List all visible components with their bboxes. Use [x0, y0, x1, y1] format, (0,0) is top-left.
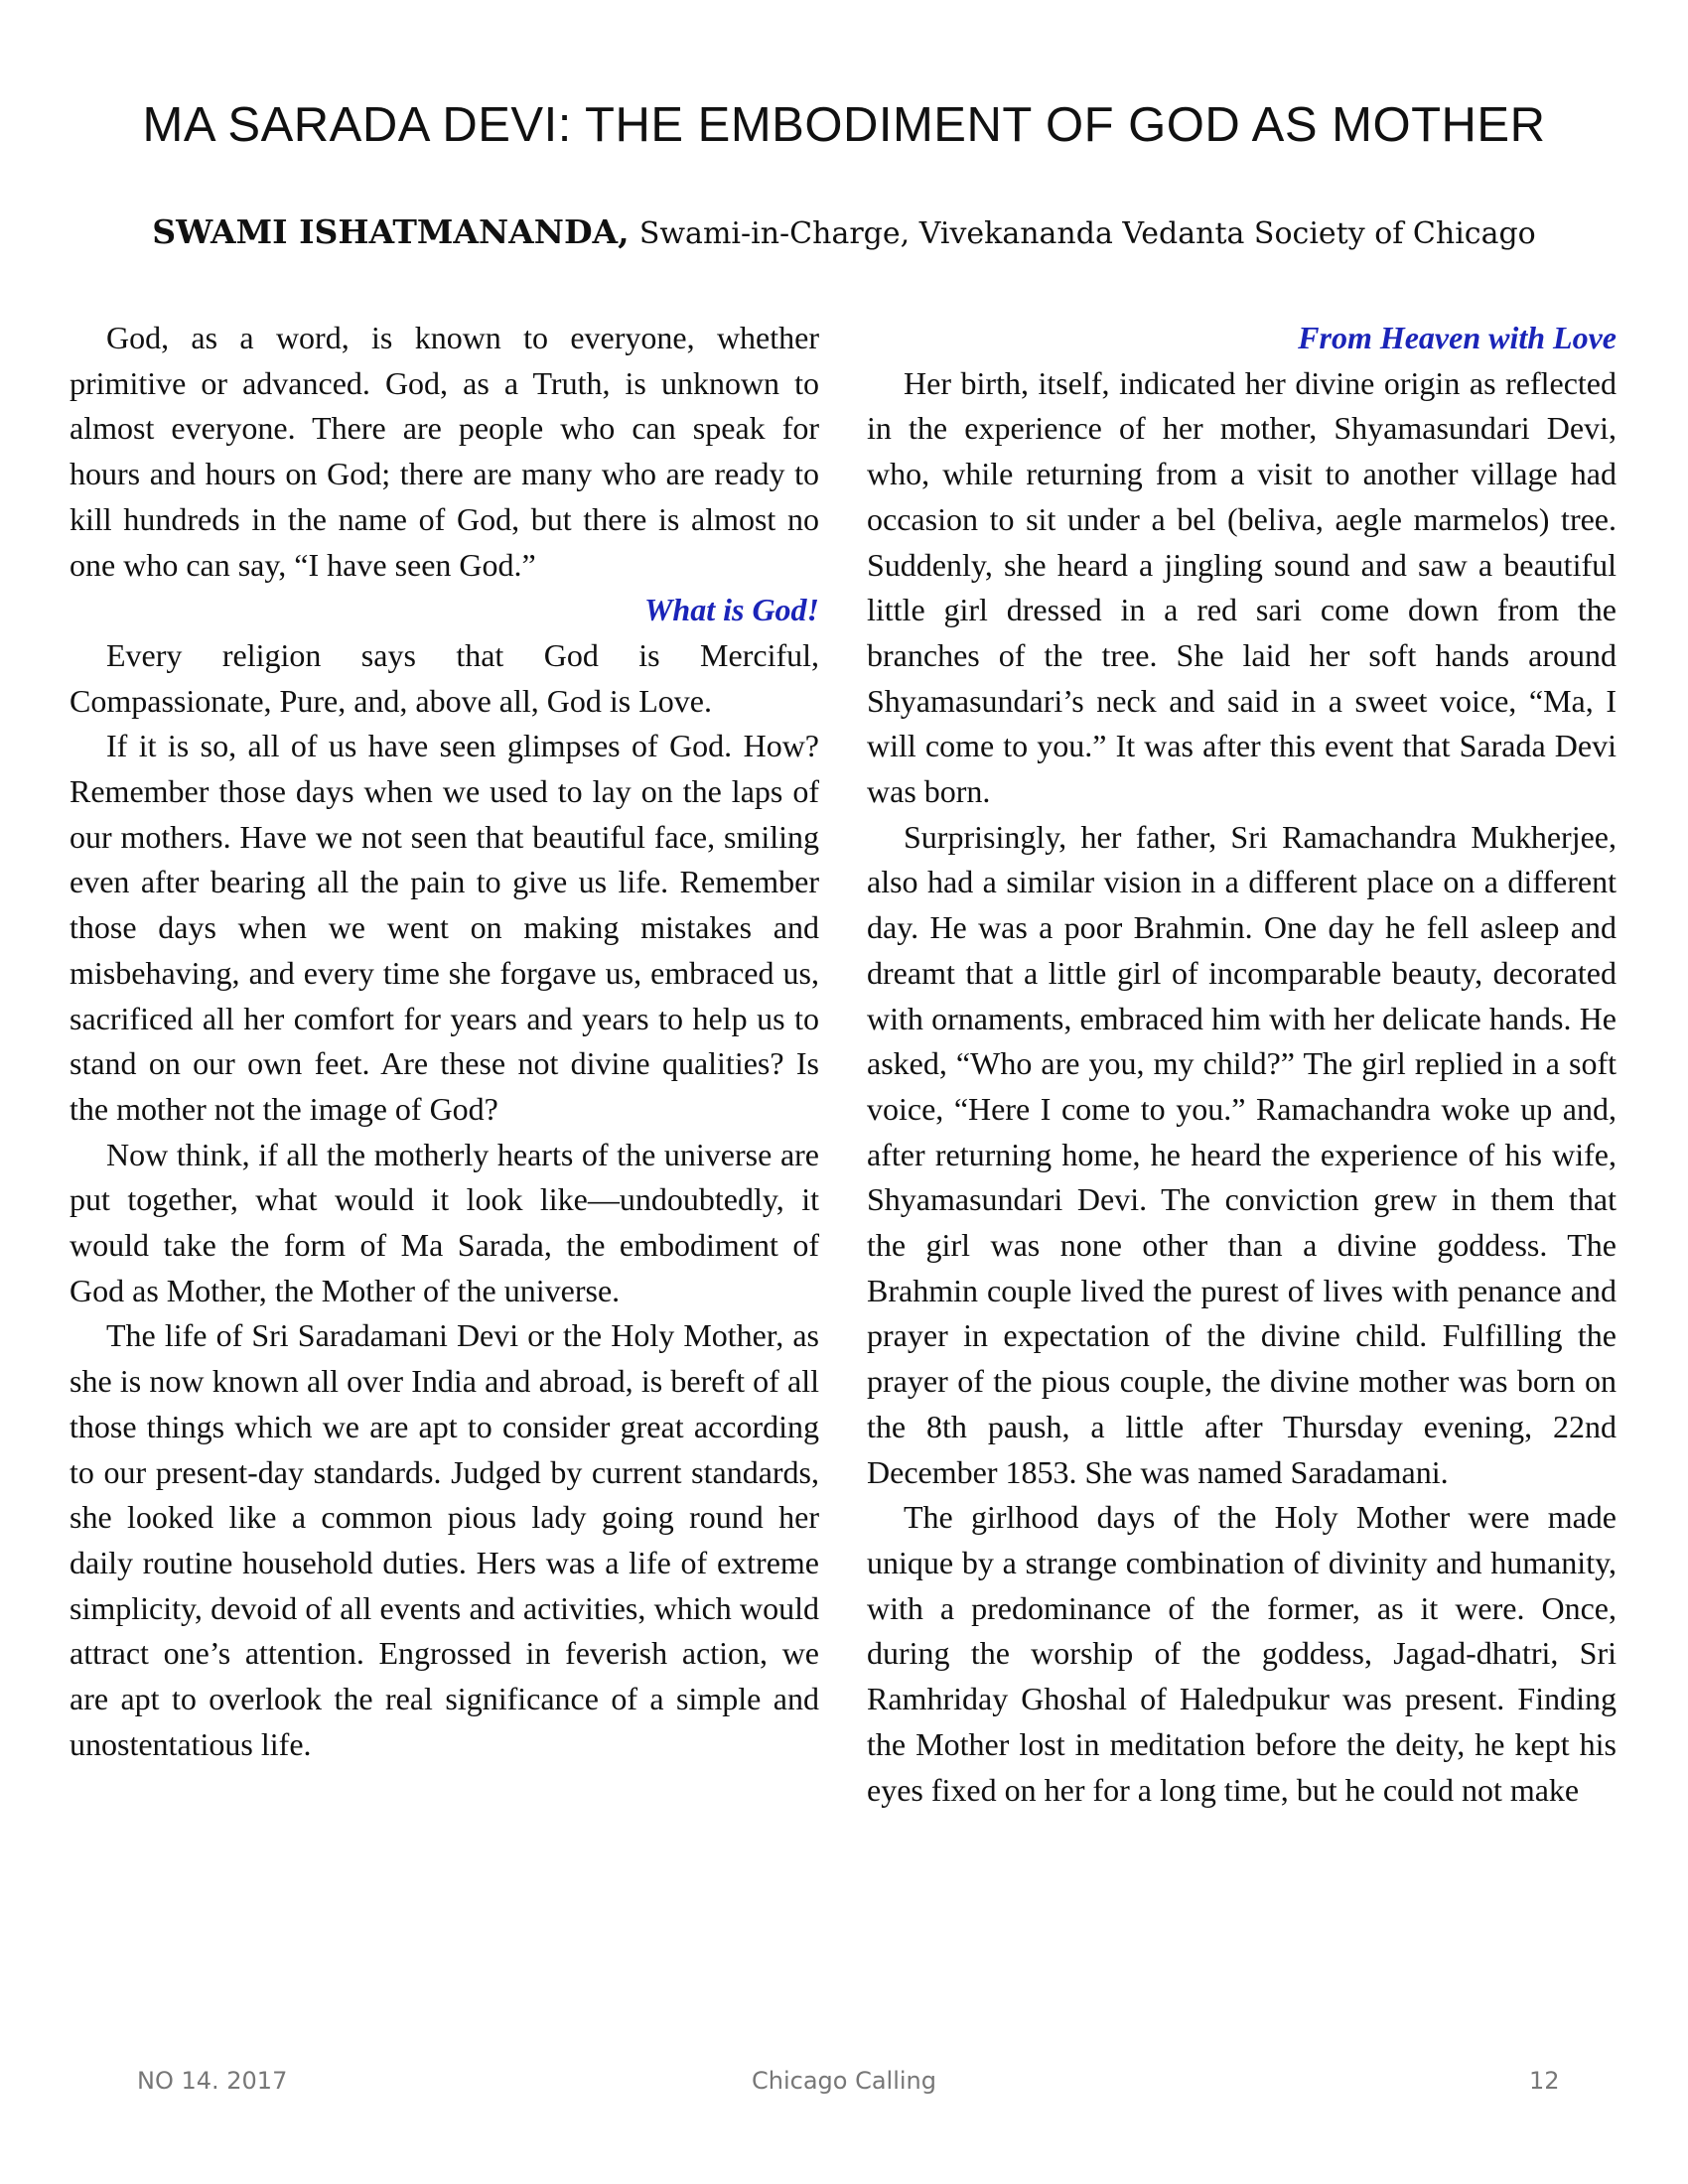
author-name: SWAMI ISHATMANANDA,: [152, 212, 630, 251]
publication-name: Chicago Calling: [752, 2067, 936, 2095]
byline: [60, 212, 1628, 251]
page-number: 12: [1529, 2067, 1560, 2095]
paragraph: God, as a word, is known to everyone, whether primitive or advanced. God, as a Truth, is unknown to almost everyone. There are people who can speak for hours and hours on God; there are many who are ready to kill hundreds in the name of God, but there is almost no one who can say, “I have seen God.”: [70, 320, 819, 583]
paragraph: The girlhood days of the Holy Mother were made unique by a strange combination of divinity and humanity, with a predominance of the former, as it were. Once, during the worship of the goddess, Jagad-dhatri, Sri Ramhriday Ghoshal of Haledpukur was present. Finding the Mother lost in meditation before the deity, he kept his eyes fixed on her for a long time, but he could not make: [867, 1499, 1617, 1808]
paragraph: If it is so, all of us have seen glimpses of God. How? Remember those days when we used to lay on the laps of our mothers. Have we not seen that beautiful face, smiling even after bearing all the pain to give us life. Remember those days when we went on making mistakes and misbehaving, and every time she forgave us, embraced us, sacrificed all her comfort for years and years to help us to stand on our own feet. Are these not divine qualities? Is the mother not the image of God?: [70, 728, 819, 1127]
article-title: MA SARADA DEVI: THE EMBODIMENT OF GOD AS MOTHER: [142, 98, 1546, 152]
section-heading-from-heaven-with-love: From Heaven with Love: [1298, 320, 1617, 355]
paragraph: The life of Sri Saradamani Devi or the Holy Mother, as she is now known all over India and abroad, is bereft of all those things which we are apt to consider great according to our present-day standards. Judged by current standards, she looked like a common pious lady going round her daily routine household duties. Hers was a life of extreme simplicity, devoid of all events and activities, which would attract one’s attention. Engrossed in feverish action, we are apt to overlook the real significance of a simple and unostentatious life.: [70, 1317, 819, 1762]
paragraph: Her birth, itself, indicated her divine origin as reflected in the experience of her mother, Shyamasundari Devi, who, while returning from a visit to another village had occasion to sit under a bel (beliva, aegle marmelos) tree. Suddenly, she heard a jingling sound and saw a beautiful little girl dressed in a red sari come down from the branches of the tree. She laid her soft hands around Shyamasundari’s neck and said in a sweet voice, “Ma, I will come to you.” It was after this event that Sarada Devi was born.: [867, 364, 1617, 810]
author-role: Swami-in-Charge, Vivekananda Vedanta Society of Chicago: [638, 216, 1536, 251]
section-heading-what-is-god: What is God!: [643, 592, 819, 628]
right-column: [867, 316, 1617, 1813]
left-column: [70, 316, 819, 1768]
paragraph: Surprisingly, her father, Sri Ramachandra Mukherjee, also had a similar vision in a different place on a different day. He was a poor Brahmin. One day he fell asleep and dreamt that a little girl of incomparable beauty, decorated with ornaments, embraced him with her delicate hands. He asked, “Who are you, my child?” The girl replied in a soft voice, “Here I come to you.” Ramachandra woke up and, after returning home, he heard the experience of his wife, Shyamasundari Devi. The conviction grew in them that the girl was none other than a divine goddess. The Brahmin couple lived the purest of lives with penance and prayer in expectation of the divine child. Fulfilling the prayer of the pious couple, the divine mother was born on the 8th paush, a little after Thursday evening, 22nd December 1853. She was named Saradamani.: [867, 818, 1617, 1490]
paragraph: Every religion says that God is Merciful, Compassionate, Pure, and, above all, God is Love.: [70, 636, 819, 719]
paragraph: Now think, if all the motherly hearts of the universe are put together, what would it look like—undoubtedly, it would take the form of Ma Sarada, the embodiment of God as Mother, the Mother of the universe.: [70, 1136, 819, 1308]
issue-number: NO 14. 2017: [137, 2067, 288, 2095]
